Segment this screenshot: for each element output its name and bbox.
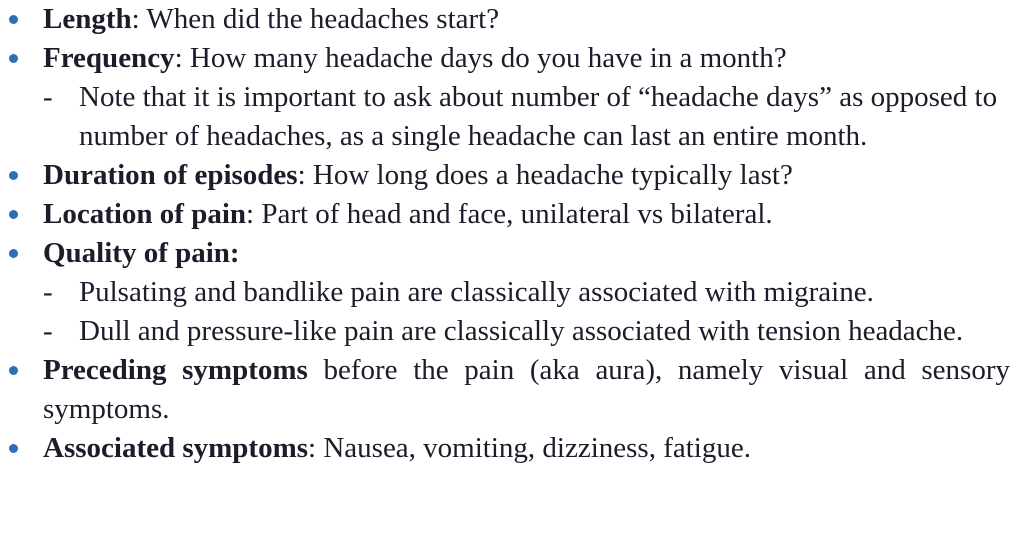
sub-item: [43, 78, 1010, 156]
bullet-text: : When did the headaches start?: [131, 3, 500, 35]
bullet-term: Associated symptoms: [43, 432, 309, 464]
frequency-sublist: [43, 78, 1010, 156]
bullet-item-frequency: [0, 39, 1010, 156]
bullet-item-location: [0, 195, 1010, 234]
bullet-term: Preceding symptoms: [43, 354, 308, 386]
bullet-dot-icon: [9, 210, 18, 219]
bullet-dot-icon: [9, 249, 18, 258]
bullet-text: before the pain (aka aura), namely visual and sensory symptoms.: [43, 354, 1010, 425]
bullet-dot-icon: [9, 15, 18, 24]
bullet-item-duration: [0, 156, 1010, 195]
bullet-dot-icon: [9, 171, 18, 180]
bullet-term: Quality of pain:: [43, 237, 240, 269]
bullet-term: Duration of episodes: [43, 159, 298, 191]
bullet-item-quality: [0, 234, 1010, 351]
bullet-item-length: [0, 0, 1010, 39]
bullet-text: : Part of head and face, unilateral vs bilateral.: [246, 198, 773, 230]
bullet-text: : How long does a headache typically last?: [297, 159, 793, 191]
bullet-item-preceding: [0, 351, 1010, 429]
sub-item-text: Dull and pressure-like pain are classically associated with tension headache.: [79, 315, 964, 347]
sub-item: [43, 312, 1010, 351]
bullet-text: : How many headache days do you have in a month?: [174, 42, 787, 74]
bullet-dot-icon: [9, 444, 18, 453]
dash-marker: -: [43, 276, 53, 308]
bullet-item-associated: [0, 429, 1010, 468]
sub-item: [43, 273, 1010, 312]
bullet-dot-icon: [9, 54, 18, 63]
quality-sublist: [43, 273, 1010, 351]
dash-marker: -: [43, 315, 53, 347]
bullet-term: Location of pain: [43, 198, 247, 230]
bullet-text: : Nausea, vomiting, dizziness, fatigue.: [308, 432, 751, 464]
bullet-dot-icon: [9, 366, 18, 375]
sub-item-text: Pulsating and bandlike pain are classically associated with migraine.: [79, 276, 874, 308]
sub-item-text: Note that it is important to ask about number of “headache days” as opposed to number of headaches, as a single headache can last an entire month.: [79, 81, 998, 152]
bullet-term: Frequency: [43, 42, 175, 74]
bullet-term: Length: [43, 3, 132, 35]
dash-marker: -: [43, 81, 53, 113]
